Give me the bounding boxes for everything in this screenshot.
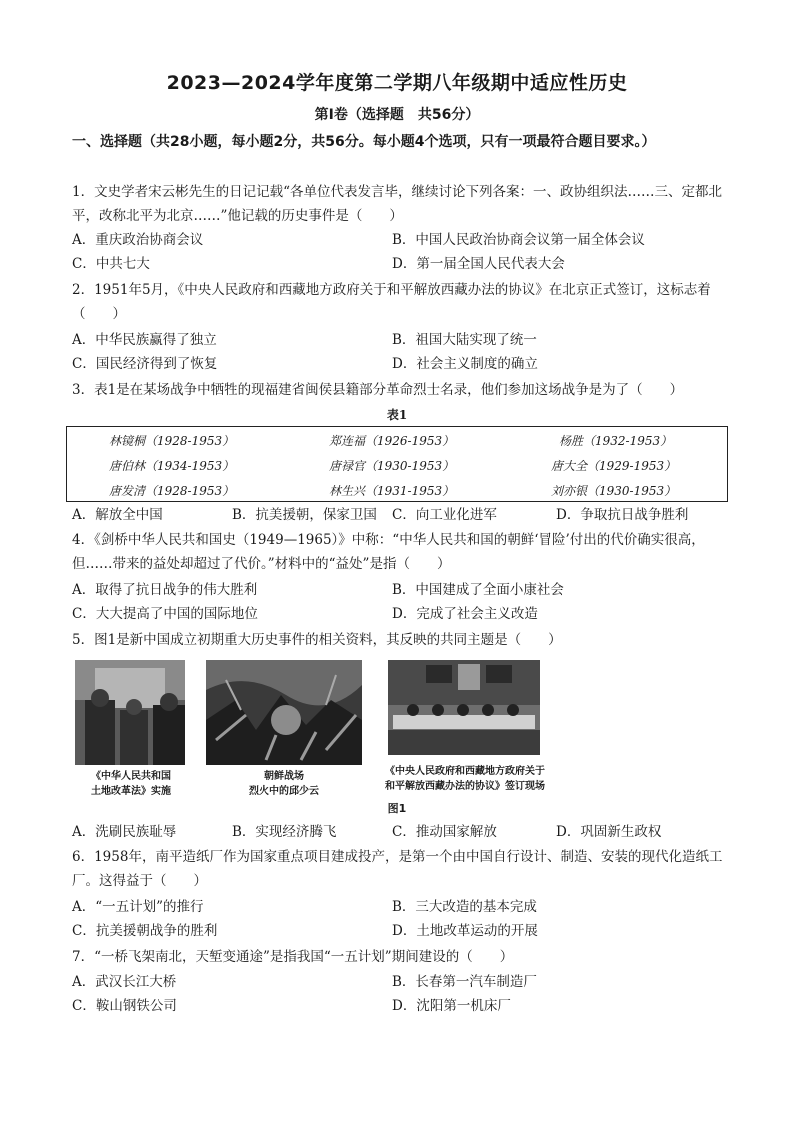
option-c: C．大大提高了中国的国际地位 [72, 606, 258, 622]
figure-caption-2 [214, 769, 354, 799]
option-d: D．巩固新生政权 [556, 824, 662, 840]
question-3-stem: 3．表1是在某场战争中牺牲的现福建省闽侯县籍部分革命烈士名录，他们参加这场战争是为了（ ） [72, 382, 684, 398]
option-d: D．社会主义制度的确立 [392, 356, 538, 372]
question-1-stem: 1．文史学者宋云彬先生的日记记载“各单位代表发言毕，继续讨论下列各案：一、政协组织法……三、定都北平，改称北平为北京……”他记载的历史事件是（ ） [72, 184, 722, 224]
option-b: B．实现经济腾飞 [232, 824, 337, 840]
table-caption: 表1 [386, 408, 408, 422]
option-a: A．“一五计划”的推行 [72, 899, 204, 915]
table-cell: 唐发清（1928-1953） [109, 484, 235, 498]
tibet-agreement-photo-image [388, 660, 540, 755]
option-c: C．抗美援朝战争的胜利 [72, 923, 218, 939]
question-6-options [72, 895, 732, 943]
section-heading: 一、选择题（共28小题，每小题2分，共56分。每小题4个选项，只有一项最符合题目要求。） [72, 134, 656, 150]
table-cell: 林生兴（1931-1953） [329, 484, 455, 498]
option-d: D．土地改革运动的开展 [392, 923, 538, 939]
question-7-stem: 7．“一桥飞架南北，天堑变通途”是指我国“一五计划”期间建设的（ ） [72, 949, 514, 965]
question-1-options [72, 228, 732, 276]
option-c: C．推动国家解放 [392, 824, 497, 840]
exam-subtitle: 第Ⅰ卷（选择题 共56分） [314, 107, 480, 123]
option-a: A．解放全中国 [72, 507, 163, 523]
option-b: B．抗美援朝，保家卫国 [232, 507, 377, 523]
question-6-stem: 6．1958年，南平造纸厂作为国家重点项目建成投产，是第一个由中国自行设计、制造、安装的现代化造纸工厂。这得益于（ ） [72, 849, 723, 889]
figure-label: 图1 [387, 802, 407, 815]
table-cell: 唐禄官（1930-1953） [329, 459, 455, 473]
question-5-stem: 5．图1是新中国成立初期重大历史事件的相关资料，其反映的共同主题是（ ） [72, 632, 562, 648]
option-b: B．三大改造的基本完成 [392, 899, 537, 915]
option-b: B．中国人民政治协商会议第一届全体会议 [392, 232, 645, 248]
table-cell: 林镜桐（1928-1953） [109, 434, 235, 448]
caption-line: 《中华人民共和国 [91, 771, 171, 782]
question-3-options [72, 503, 732, 527]
question-2-stem: 2．1951年5月，《中央人民政府和西藏地方政府关于和平解放西藏办法的协议》在北京正式签订，这标志着（ ） [72, 282, 711, 322]
exam-title: 2023—2024学年度第二学期八年级期中适应性历史 [166, 72, 628, 94]
option-a: A．武汉长江大桥 [72, 974, 177, 990]
question-4-options [72, 578, 732, 626]
option-a: A．洗刷民族耻辱 [72, 824, 177, 840]
option-c: C．国民经济得到了恢复 [72, 356, 218, 372]
table-cell: 唐伯林（1934-1953） [109, 459, 235, 473]
figure-caption-1 [70, 769, 192, 799]
table-cell: 唐大全（1929-1953） [551, 459, 677, 473]
option-b: B．长春第一汽车制造厂 [392, 974, 537, 990]
land-reform-photo-image [75, 660, 185, 765]
option-c: C．鞍山钢铁公司 [72, 998, 177, 1014]
caption-line: 《中央人民政府和西藏地方政府关于 [385, 766, 545, 777]
question-2-options [72, 328, 732, 376]
caption-line: 和平解放西藏办法的协议》签订现场 [385, 781, 545, 792]
option-b: B．祖国大陆实现了统一 [392, 332, 537, 348]
option-a: A．中华民族赢得了独立 [72, 332, 217, 348]
figure-caption-3 [370, 764, 560, 794]
photo-tibet-agreement [388, 660, 540, 755]
option-d: D．沈阳第一机床厂 [392, 998, 511, 1014]
question-4-stem: 4．《剑桥中华人民共和国史（1949—1965）》中称：“中华人民共和国的朝鲜‘冒险’付出的代价确实很高，但……带来的益处却超过了代价。”材料中的“益处”是指（ ） [72, 532, 705, 572]
option-d: D．争取抗日战争胜利 [556, 507, 689, 523]
option-b: B．中国建成了全面小康社会 [392, 582, 564, 598]
table-cell: 刘亦银（1930-1953） [551, 484, 677, 498]
photo-land-reform [75, 660, 185, 765]
option-a: A．重庆政治协商会议 [72, 232, 204, 248]
caption-line: 烈火中的邱少云 [249, 786, 319, 797]
option-d: D．完成了社会主义改造 [392, 606, 538, 622]
qiu-shaoyun-photo-image [206, 660, 362, 765]
question-7-options [72, 970, 732, 1018]
option-d: D．第一届全国人民代表大会 [392, 256, 565, 272]
option-a: A．取得了抗日战争的伟大胜利 [72, 582, 258, 598]
table-cell: 郑连福（1926-1953） [329, 434, 455, 448]
martyrs-table [66, 426, 728, 502]
caption-line: 朝鲜战场 [264, 771, 304, 782]
question-5-options [72, 820, 732, 844]
option-c: C．中共七大 [72, 256, 150, 272]
photo-qiu-shaoyun [206, 660, 362, 765]
caption-line: 土地改革法》实施 [91, 786, 171, 797]
option-c: C．向工业化进军 [392, 507, 497, 523]
table-cell: 杨胜（1932-1953） [559, 434, 673, 448]
